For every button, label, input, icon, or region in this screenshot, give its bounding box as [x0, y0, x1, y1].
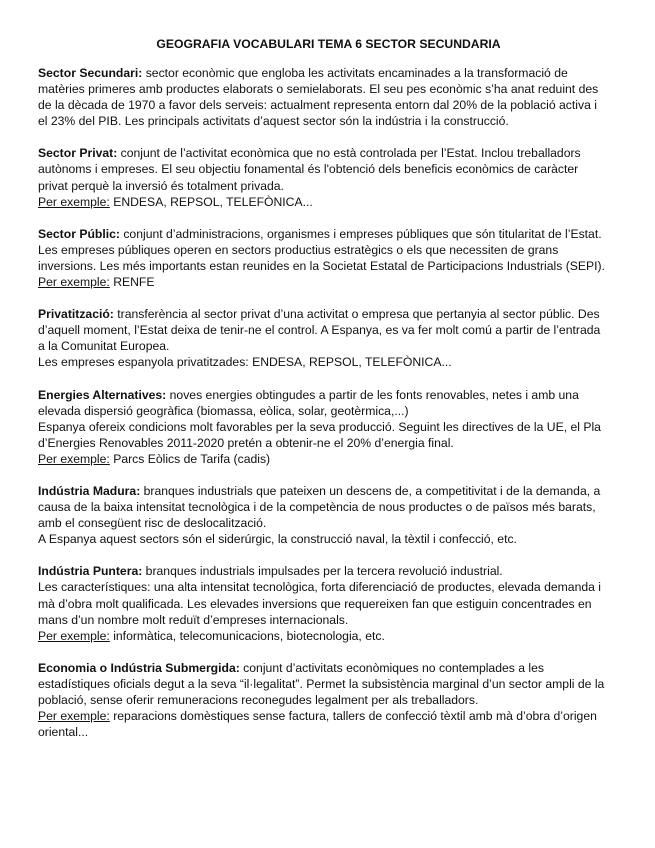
- extra-paragraph: Espanya ofereix condicions molt favorables per la seva producció. Seguint les directives de la UE, el Pla d’Energies Renovables 2011-2020 pretén a obtenir-ne el 20% d’energia final.: [38, 419, 601, 450]
- vocab-entry-privatitzacio: [38, 306, 607, 370]
- vocab-entry-sector-privat: [38, 145, 607, 209]
- term-definition: conjunt d’administracions, organismes i empreses públiques que són titularitat de l’Estat. Les empreses públiques operen en sectors productius estratègics o els que necessiten de grans inversions. Les més importants estan reunides en la Societat Estatal de Participacions Industrials (SEPI).: [38, 226, 605, 273]
- term-label: Economia o Indústria Submergida:: [38, 660, 240, 675]
- example-line: [38, 628, 607, 644]
- example-label: Per exemple:: [38, 194, 110, 209]
- term-label: Energies Alternatives:: [38, 387, 167, 402]
- term-definition: sector econòmic que engloba les activitats encaminades a la transformació de matèries primeres amb productes elaborats o semielaborats. El seu pes econòmic s’ha anat reduint des de la dècada de 1970 a favor dels serveis: actualment representa entorn dal 20% de la població activa i el 23% del PIB. Les principals activitats d’aquest sector són la indústria i la construcció.: [38, 66, 599, 129]
- term-definition: conjunt de l’activitat econòmica que no està controlada per l’Estat. Inclou treballadors autònoms i empreses. El seu objectiu fonamental és l'obtenció dels beneficis econòmics de caràcter privat perquè la inversió és totalment privada.: [38, 146, 581, 193]
- example-text: informàtica, telecomunicacions, biotecnologia, etc.: [109, 628, 385, 643]
- example-label: Per exemple:: [38, 709, 110, 724]
- definition-paragraph: [38, 660, 607, 708]
- example-text: RENFE: [109, 275, 155, 290]
- example-text: Parcs Eòlics de Tarifa (cadis): [109, 451, 271, 466]
- definition-paragraph: [38, 145, 607, 193]
- definition-paragraph: [38, 65, 607, 129]
- term-label: Sector Públic:: [38, 226, 120, 241]
- vocab-entry-sector-secundari: [38, 65, 607, 129]
- document-title: GEOGRAFIA VOCABULARI TEMA 6 SECTOR SECUNDARIA: [156, 37, 501, 51]
- term-label: Privatització:: [38, 307, 114, 322]
- extra-paragraph: Les característiques: una alta intensitat tecnològica, forta diferenciació de productes, elevada demanda i mà d’obra molt qualificada. Les elevades inversions que requereixen fan que estiguin concentrades en mans d’un nombre molt reduït d’empreses internacionals.: [38, 580, 601, 627]
- term-label: Indústria Puntera:: [38, 564, 143, 579]
- example-text: ENDESA, REPSOL, TELEFÒNICA...: [109, 194, 313, 209]
- definition-paragraph: [38, 306, 607, 354]
- example-line: [38, 194, 607, 210]
- definition-paragraph: [38, 483, 607, 531]
- vocab-entry-energies-alternatives: [38, 387, 607, 467]
- vocab-entry-industria-madura: [38, 483, 607, 547]
- term-label: Sector Privat:: [38, 146, 118, 161]
- example-label: Per exemple:: [38, 451, 110, 466]
- definition-paragraph: [38, 563, 607, 579]
- example-label: Per exemple:: [38, 275, 110, 290]
- definition-paragraph: [38, 387, 607, 419]
- example-line: [38, 274, 607, 290]
- term-definition: conjunt d’activitats econòmiques no contemplades a les estadístiques oficials degut a la seva “il·legalitat”. Permet la subsistència marginal d’un sector ampli de la població, sense oferir remuneracions reconegudes legalment per als treballadors.: [38, 660, 605, 707]
- vocab-entry-economia-submergida: [38, 660, 607, 740]
- term-definition: branques industrials que pateixen un descens de, a competitivitat i de la demanda, a causa de la baixa intensitat tecnològica i de la competència de nous productes o de països més barats, amb el consegüent risc de deslocalització.: [38, 483, 601, 531]
- extra-paragraph: A Espanya aquest sectors són el siderúrgic, la construcció naval, la tèxtil i confecció, etc.: [38, 532, 517, 547]
- example-label: Per exemple:: [38, 628, 110, 643]
- extra-paragraph: Les empreses espanyola privatitzades: ENDESA, REPSOL, TELEFÒNICA...: [38, 355, 452, 370]
- term-label: Indústria Madura:: [38, 483, 141, 498]
- term-label: Sector Secundari:: [38, 66, 143, 80]
- vocab-entry-sector-public: [38, 226, 607, 290]
- example-text: reparacions domèstiques sense factura, tallers de confecció tèxtil amb mà d’obra d’origen oriental...: [38, 709, 597, 740]
- definition-paragraph: [38, 226, 607, 274]
- term-definition: transferència al sector privat d’una activitat o empresa que pertanyia al sector públic. Des d’aquell moment, l’Estat deixa de tenir-ne el control. A Espanya, es va fer molt comú a partir de l’entrada a la Comunitat Europea.: [38, 307, 601, 354]
- example-line: [38, 451, 607, 467]
- term-definition: noves energies obtingudes a partir de les fonts renovables, netes i amb una elevada dispersió geogràfica (biomassa, eòlica, solar, geotèrmica,...): [38, 387, 579, 418]
- vocab-entry-industria-puntera: [38, 563, 607, 643]
- example-line: [38, 708, 607, 740]
- term-definition: branques industrials impulsades per la tercera revolució industrial.: [142, 564, 503, 579]
